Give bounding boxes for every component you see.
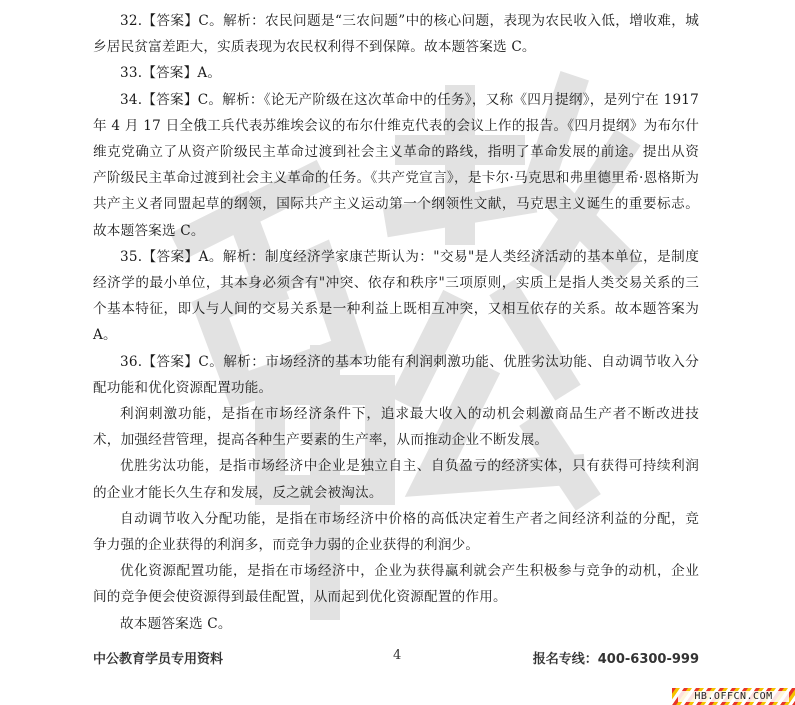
page-footer xyxy=(93,644,699,668)
paragraph-q32: 32.【答案】C。解析：农民问题是“三农问题”中的核心问题，表现为农民收入低，增收难，城乡居民贫富差距大，实质表现为农民权利得不到保障。故本题答案选 C。 xyxy=(93,13,699,56)
paragraph-resource-allocation: 优化资源配置功能，是指在市场经济中，企业为获得赢利就会产生积极参与竞争的动机，企业间的竞争便会使资源得到最佳配置，从而起到优化资源配置的作用。 xyxy=(93,563,699,606)
answer-explanations xyxy=(93,8,699,637)
paragraph-q36: 36.【答案】C。解析：市场经济的基本功能有利润刺激功能、优胜劣汰功能、自动调节收入分配功能和优化资源配置功能。 xyxy=(93,353,699,396)
page-number: 4 xyxy=(393,648,402,663)
paragraph-final-answer: 故本题答案选 C。 xyxy=(120,615,232,632)
paragraph-q34: 34.【答案】C。解析：《论无产阶级在这次革命中的任务》，又称《四月提纲》，是列宁在 1917 年 4 月 17 日全俄工兵代表苏维埃会议的布尔什维克代表的会议上作的报告。《四月提纲》为布尔什维克党确立了从资产阶级民主革命过渡到社会主义革命的路线，指明了革命发展的前途。提出从资产阶级民主革命过渡到社会主义革命的任务。《共产党宣言》，是卡尔·马克思和弗里德里希·恩格斯为共产主义者同盟起草的纲领，国际共产主义运动第一个纲领性文献，马克思主义诞生的重要标志。故本题答案选 C。 xyxy=(93,91,699,239)
footer-brand-text: 中公教育学员专用资料 xyxy=(93,652,224,667)
paragraph-q33: 33.【答案】A。 xyxy=(120,65,222,82)
footer-hotline: 报名专线：400-6300-999 xyxy=(532,652,699,667)
site-url: HB.OFFCN.COM xyxy=(694,691,773,702)
paragraph-income-distribution: 自动调节收入分配功能，是指在市场经济中价格的高低决定着生产者之间经济利益的分配，竞争力强的企业获得的利润多，而竞争力弱的企业获得的利润少。 xyxy=(93,510,699,554)
paragraph-profit-incentive: 利润刺激功能，是指在市场经济条件下，追求最大收入的动机会刺激商品生产者不断改进技术，加强经营管理，提高各种生产要素的生产率，从而推动企业不断发展。 xyxy=(93,406,699,449)
paragraph-q35: 35.【答案】A。解析：制度经济学家康芒斯认为："交易"是人类经济活动的基本单位，是制度经济学的最小单位，其本身必须含有"冲突、依存和秩序"三项原则，实质上是指人类交易关系的三个基本特征，即人与人间的交易关系是一种利益上既相互冲突，又相互依存的关系。故本题答案为A。 xyxy=(93,248,699,344)
site-badge xyxy=(672,688,795,705)
paragraph-survival-of-fittest: 优胜劣汰功能，是指市场经济中企业是独立自主、自负盈亏的经济实体，只有获得可持续利润的企业才能长久生存和发展，反之就会被淘汰。 xyxy=(93,458,699,501)
